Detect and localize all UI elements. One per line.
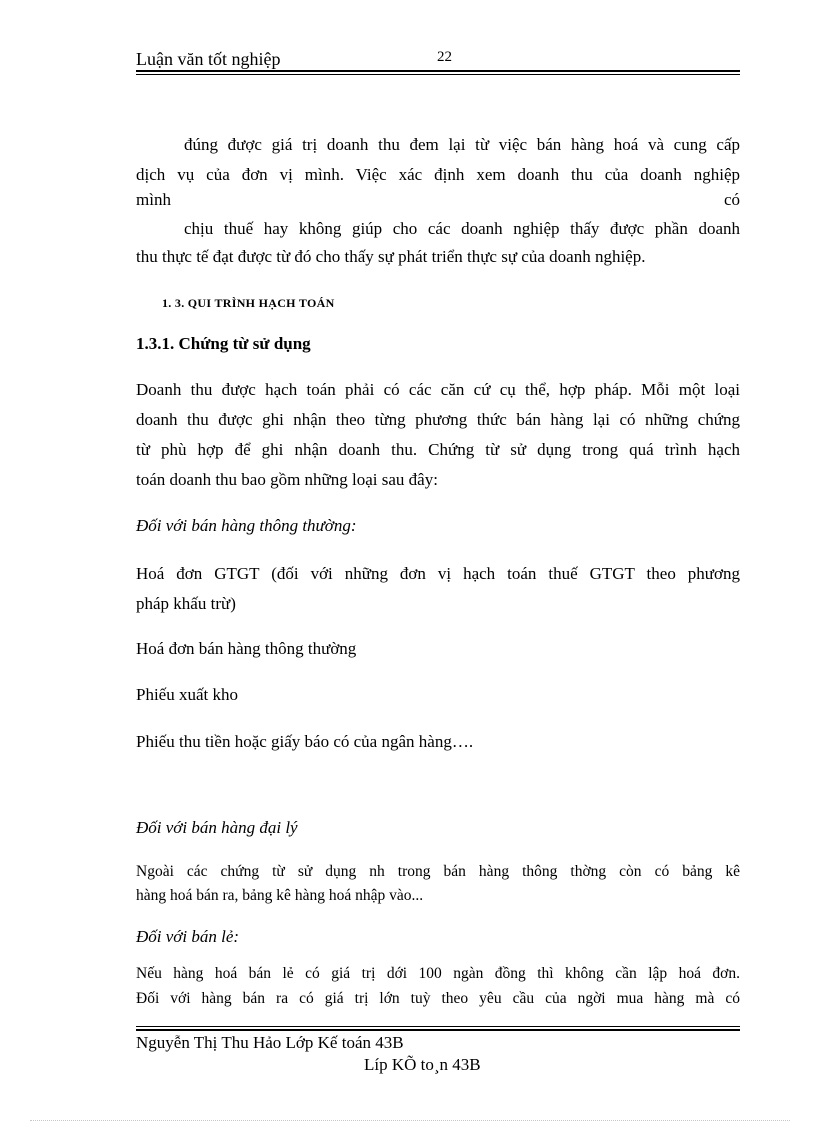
para-line-1: Doanh thu được hạch toán phải có các căn cứ cụ thể, hợp pháp. Mỗi một loại — [136, 380, 740, 399]
header-rule-top — [136, 70, 740, 72]
footer-rule-top — [136, 1026, 740, 1027]
footer-rule-bottom — [136, 1029, 740, 1031]
item-sales-invoice: Hoá đơn bán hàng thông thường — [136, 639, 357, 658]
page-number: 22 — [437, 49, 452, 65]
section-title: 1. 3. QUI TRÌNH HẠCH TOÁN — [162, 296, 335, 310]
agent-line-1: Ngoài các chứng từ sử dụng nh trong bán hàng thông thờng còn có bảng kê — [136, 863, 740, 880]
header-title: Luận văn tốt nghiệp — [136, 49, 281, 69]
intro-line-3: mình — [136, 190, 171, 209]
para-line-2: doanh thu được ghi nhận theo từng phương thức bán hàng lại có những chứng — [136, 410, 740, 429]
item-receipt: Phiếu thu tiền hoặc giấy báo có của ngân hàng…. — [136, 732, 474, 751]
agent-line-2: hàng hoá bán ra, bảng kê hàng hoá nhập vào... — [136, 887, 424, 904]
heading-normal-sales: Đối với bán hàng thông thường: — [136, 516, 357, 535]
footer-class: Líp KÕ to¸n 43B — [364, 1055, 481, 1074]
item-vat-invoice: Hoá đơn GTGT (đối với những đơn vị hạch toán thuế GTGT theo phương — [136, 564, 740, 583]
heading-agent-sales: Đối với bán hàng đại lý — [136, 818, 298, 837]
page-edge-dots — [30, 1120, 790, 1121]
intro-line-5: thu thực tế đạt được từ đó cho thấy sự phát triển thực sự của doanh nghiệp. — [136, 247, 646, 266]
footer-author: Nguyễn Thị Thu Hảo Lớp Kế toán 43B — [136, 1033, 404, 1052]
intro-line-2: dịch vụ của đơn vị mình. Việc xác định xem doanh thu của doanh nghiệp — [136, 165, 740, 184]
para-line-4: toán doanh thu bao gồm những loại sau đây: — [136, 470, 438, 489]
subsection-title: 1.3.1. Chứng từ sử dụng — [136, 334, 311, 353]
intro-line-1: đúng được giá trị doanh thu đem lại từ việc bán hàng hoá và cung cấp — [184, 135, 740, 154]
intro-line-4: chịu thuế hay không giúp cho các doanh nghiệp thấy được phần doanh — [184, 219, 740, 238]
retail-line-2: Đối với hàng bán ra có giá trị lớn tuỳ theo yêu cầu của ngời mua hàng mà có — [136, 990, 740, 1007]
item-vat-invoice-cont: pháp khấu trừ) — [136, 594, 236, 613]
retail-line-1: Nếu hàng hoá bán lẻ có giá trị dới 100 ngàn đồng thì không cần lập hoá đơn. — [136, 965, 740, 982]
intro-line-3-right: có — [723, 190, 740, 209]
item-warehouse-slip: Phiếu xuất kho — [136, 685, 238, 704]
para-line-3: từ phù hợp để ghi nhận doanh thu. Chứng từ sử dụng trong quá trình hạch — [136, 440, 740, 459]
heading-retail: Đối với bán lẻ: — [136, 927, 240, 946]
header-rule-bottom — [136, 74, 740, 75]
